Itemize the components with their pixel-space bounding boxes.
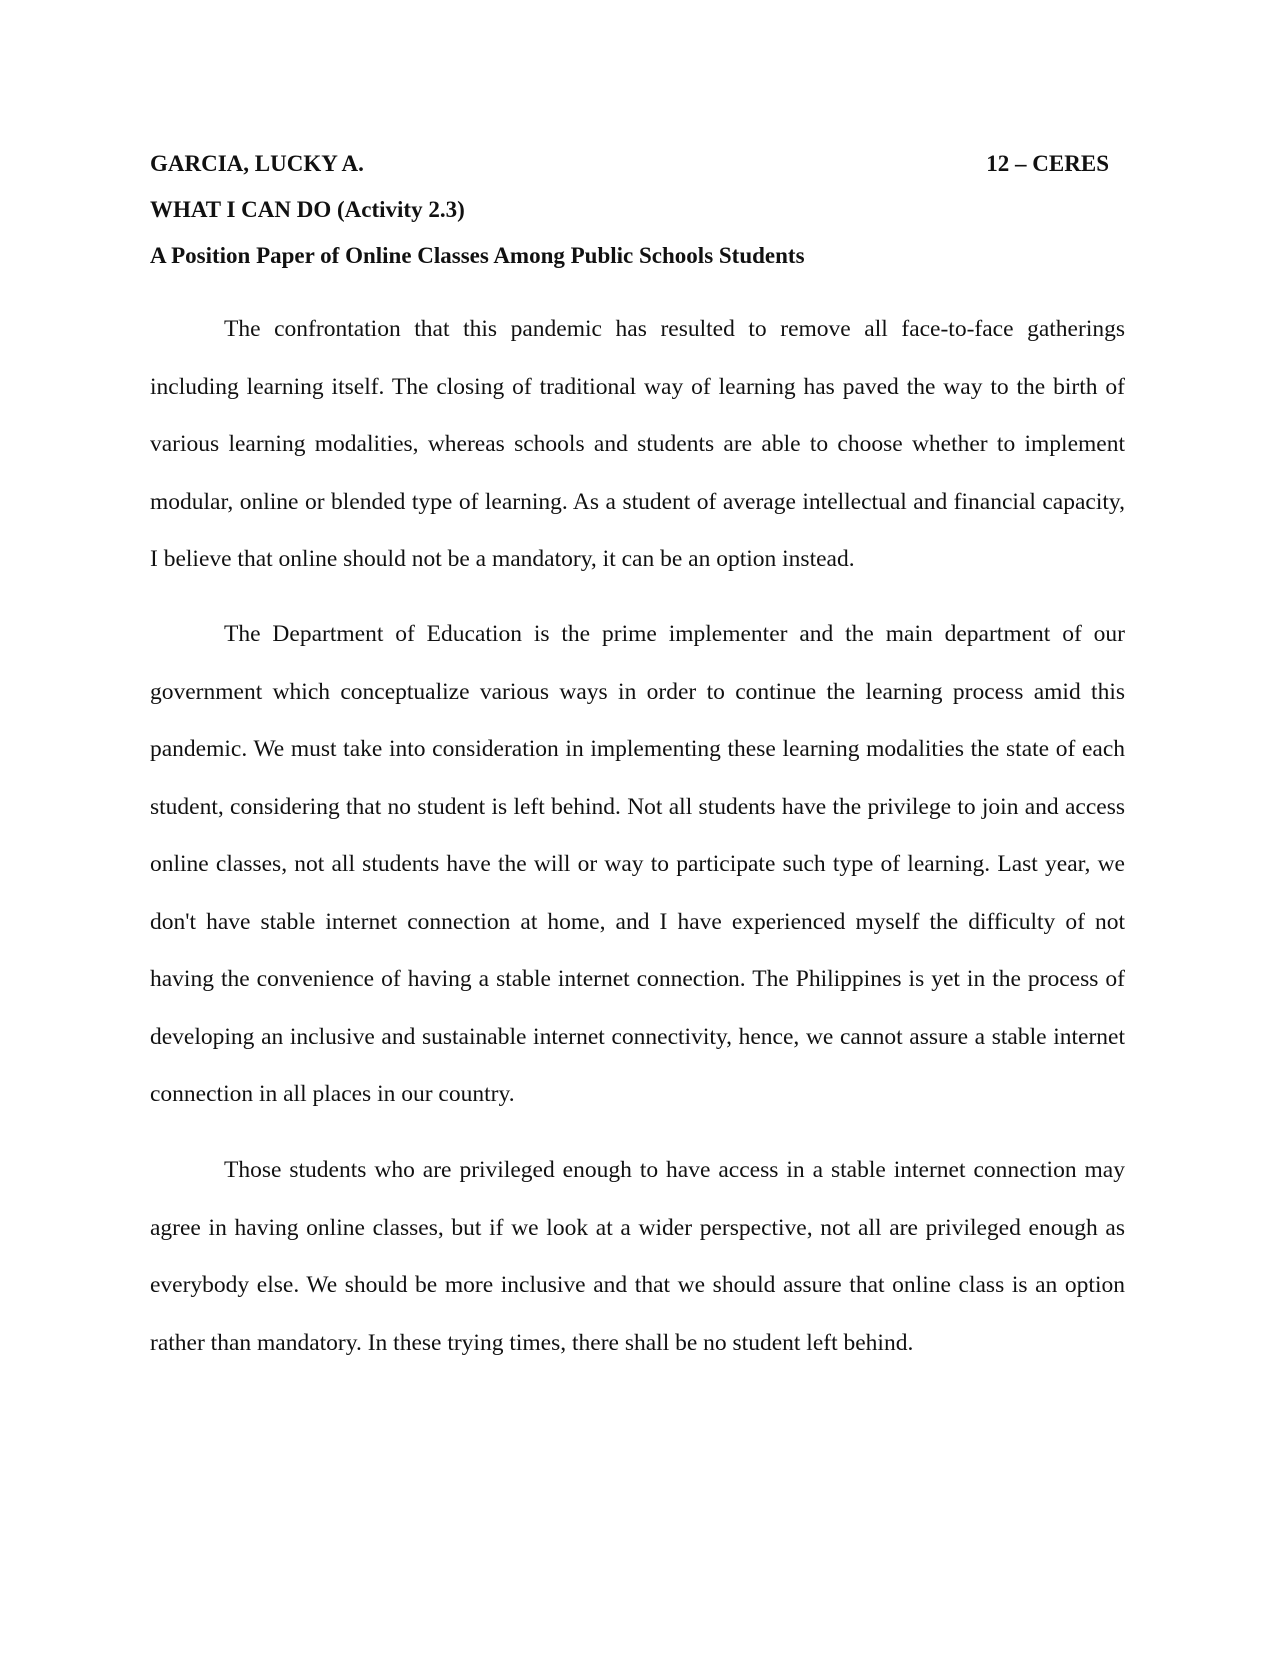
paragraph: The confrontation that this pandemic has resulted to remove all face-to-face gatherings including learning itself. The closing of traditional way of learning has paved the way to the birth of various learning modalities, whereas schools and students are able to choose whether to implement modular, online or blended type of learning. As a student of average intellectual and financial capacity, I believe that online should not be a mandatory, it can be an option instead.: [150, 316, 1125, 572]
paragraph-1-block: [150, 301, 1125, 589]
student-name: GARCIA, LUCKY A.: [150, 151, 364, 176]
paragraph-2-block: [150, 606, 1125, 1124]
paragraph-3-block: [150, 1142, 1125, 1372]
paper-title: A Position Paper of Online Classes Among Public Schools Students: [150, 243, 805, 268]
name-section-row: [150, 150, 1125, 178]
activity-label: WHAT I CAN DO (Activity 2.3): [150, 197, 465, 222]
paragraph: Those students who are privileged enough to have access in a stable internet connection may agree in having online classes, but if we look at a wider perspective, not all are privileged enough as everybody else. We should be more inclusive and that we should assure that online class is an option rather than mandatory. In these trying times, there shall be no student left behind.: [150, 1157, 1125, 1356]
section-label: 12 – CERES: [986, 151, 1109, 176]
paragraph: The Department of Education is the prime implementer and the main department of our government which conceptualize various ways in order to continue the learning process amid this pandemic. We must take into consideration in implementing these learning modalities the state of each student, considering that no student is left behind. Not all students have the privilege to join and access online classes, not all students have the will or way to participate such type of learning. Last year, we don't have stable internet connection at home, and I have experienced myself the difficulty of not having the convenience of having a stable internet connection. The Philippines is yet in the process of developing an inclusive and sustainable internet connectivity, hence, we cannot assure a stable internet connection in all places in our country.: [150, 621, 1125, 1107]
